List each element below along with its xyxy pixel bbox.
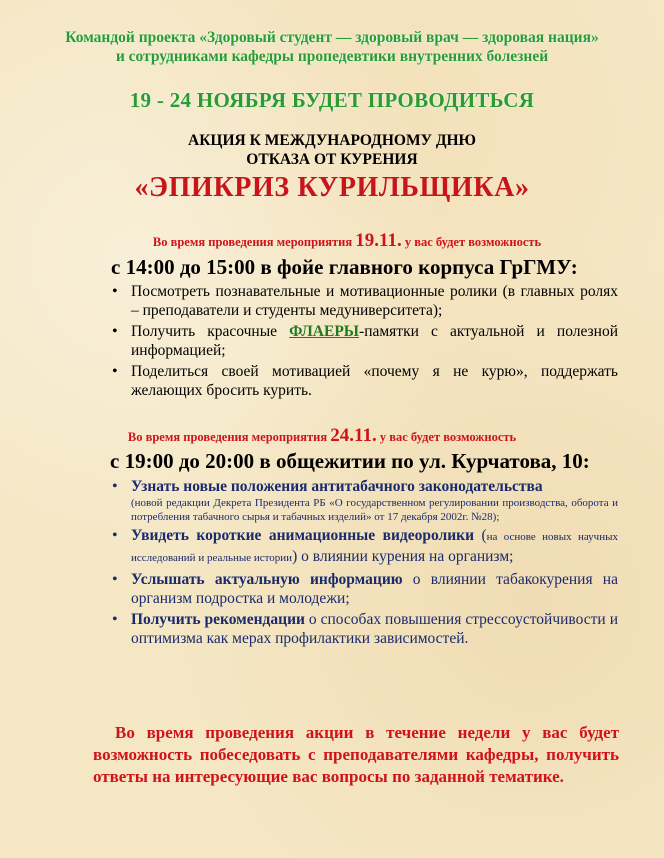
list-item-text: о влиянии табакокурения на организм подростка и молодежи; [131,571,618,607]
list-item-text: Получить красочные [131,323,290,340]
list-item [110,477,618,524]
list-item-text: -памятки с актуальной и полезной информацией; [131,323,618,359]
final-note: Во время проведения акции в течение недели у вас будет возможность побеседовать с преподавателями кафедры, получить ответы на интересующие вас вопросы по заданной тематике. [93,723,619,786]
block1-intro-post: у вас будет возможность [404,235,542,249]
block1-date: 19.11. [355,230,402,251]
intro-line-1: Командой проекта «Здоровый студент — здоровый врач — здоровая нация» [65,29,599,46]
action-heading-line-2: ОТКАЗА ОТ КУРЕНИЯ [246,151,418,168]
block2-intro [0,425,654,447]
block2-intro-pre: Во время проведения мероприятия [127,430,328,444]
list-item-bold: Увидеть короткие анимационные видеоролики [131,527,475,544]
list-item-text: Посмотреть познавательные и мотивационные ролики (в главных ролях – преподаватели и студенты медуниверситета); [131,283,618,319]
block1-list [110,282,618,402]
flyers-emphasis: ФЛАЕРЫ [289,323,360,340]
list-item [110,362,618,400]
action-heading [0,131,664,169]
block1-time: с 14:00 до 15:00 в фойе главного корпуса ГрГМУ: [111,255,578,279]
list-item-bold: Получить рекомендации [131,611,305,628]
intro-line-2: и сотрудниками кафедры пропедевтики внутренних болезней [115,48,549,65]
block2-date: 24.11. [330,425,377,446]
list-item-bold: Услышать актуальную информацию [131,571,403,588]
list-item [110,570,618,608]
block1-intro [0,230,664,252]
list-item-text: ( [474,527,487,544]
action-heading-line-1: АКЦИЯ К МЕЖДУНАРОДНОМУ ДНЮ [188,132,476,149]
intro-text [0,28,664,66]
list-item [110,322,618,360]
list-item [110,526,618,568]
list-item-text: Поделиться своей мотивацией «почему я не курю», поддержать желающих бросить курить. [131,363,618,399]
list-item-text: о способах повышения стрессоустойчивости и оптимизма как мерах профилактики зависимостей. [131,611,618,647]
list-item-note: на основе новых научных исследований и реальные истории [131,531,618,564]
block2-list [110,477,618,650]
block2-intro-post: у вас будет возможность [379,430,517,444]
list-item [110,610,618,648]
list-item-bold: Узнать новые положения антитабачного законодательства [131,478,543,495]
list-item [110,282,618,320]
list-item-note: (новой редакции Декрета Президента РБ «О государственном регулировании производства, оборота и потребления табачного сырья и табачных изделий» от 17 декабря 2002г. №28); [131,497,618,523]
block1-intro-pre: Во время проведения мероприятия [152,235,353,249]
list-item-text: ) о влиянии курения на организм; [292,548,514,565]
poster-title: «ЭПИКРИЗ КУРИЛЬЩИКА» [134,172,530,203]
block2-time: с 19:00 до 20:00 в общежитии по ул. Курчатова, 10: [110,449,590,473]
date-line: 19 - 24 НОЯБРЯ БУДЕТ ПРОВОДИТЬСЯ [129,88,535,112]
